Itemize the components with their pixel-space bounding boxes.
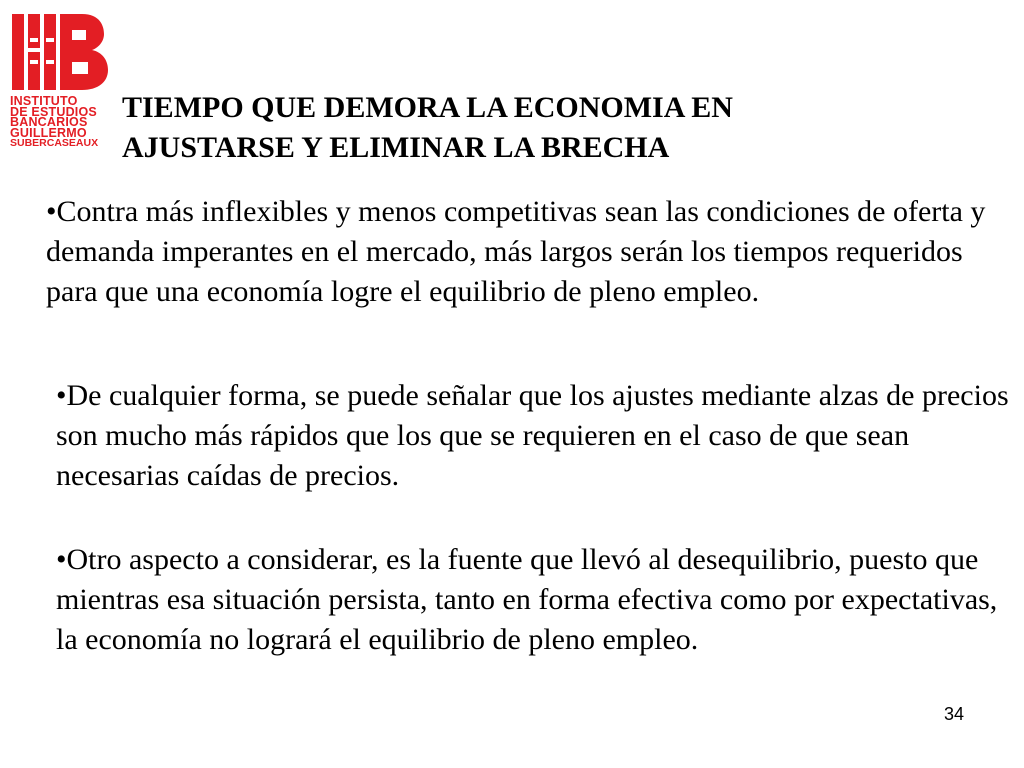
bullet-paragraph-price-adjustments: •De cualquier forma, se puede señalar que los ajustes mediante alzas de precios son mucho más rápidos que los que se requieren en el caso de que sean necesarias caídas de precios.	[56, 379, 1009, 492]
slide-title	[122, 88, 942, 168]
logo-line: SUBERCASEAUX	[10, 137, 99, 149]
logo-line: BANCARIOS	[10, 115, 88, 129]
logo-line: INSTITUTO	[10, 94, 78, 108]
ieb-logo-mark-icon	[10, 12, 110, 92]
bullet-paragraph-inflexibility: •Contra más inflexibles y menos competitivas sean las condiciones de oferta y demanda imperantes en el mercado, más largos serán los tiempos requeridos para que una economía logre el equilibrio de pleno empleo.	[46, 195, 986, 308]
page-number: 34	[943, 704, 964, 724]
logo-line: DE ESTUDIOS	[10, 104, 97, 119]
slide-title-line: TIEMPO QUE DEMORA LA ECONOMIA EN	[122, 91, 733, 124]
bullet-paragraph-disequilibrium-source: •Otro aspecto a considerar, es la fuente que llevó al desequilibrio, puesto que mientras esa situación persista, tanto en forma efectiva como por expectativas, la economía no logrará el equilibrio de pleno empleo.	[56, 543, 998, 656]
slide-title-line: AJUSTARSE Y ELIMINAR LA BRECHA	[122, 131, 670, 164]
logo-line: GUILLERMO	[10, 125, 87, 140]
logo-wordmark	[10, 96, 110, 149]
institution-logo	[10, 12, 110, 149]
